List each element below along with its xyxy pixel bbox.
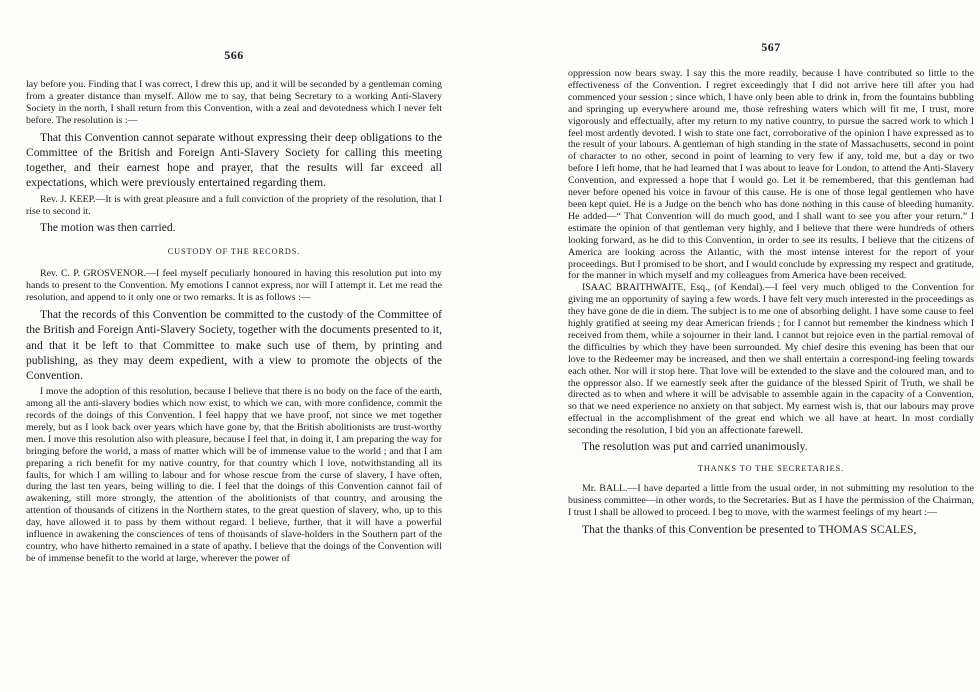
- page-number: 566: [224, 48, 244, 62]
- paragraph: Rev. C. P. GROSVENOR.—I feel myself peculiarly honoured in having this resolution put into my hands to present to the Convention. My emotions I cannot express, nor will I attempt it. Let me read the resolution, and append to it only one or two remarks. It is as follows :—: [26, 268, 442, 304]
- resolution-text: That this Convention cannot separate without expressing their deep obligations to the Committee of the British and Foreign Anti-Slavery Society for calling this meeting together, and their earnest hope and prayer, that the results will far exceed all expectations, which were previously entertained regarding them.: [26, 130, 442, 190]
- paragraph: The resolution was put and carried unanimously.: [582, 440, 808, 454]
- page-number: 567: [761, 40, 781, 54]
- paragraph: The motion was then carried.: [40, 221, 176, 235]
- paragraph: oppression now bears sway. I say this the more readily, because I have contributed so little to the effectiveness of the Convention. I regret exceedingly that I did not arrive here till after you had commenced your session ; since which, I have only been able to drink in, from the fountains bubbling and springing up everywhere around me, those refreshing waters which will fit me, I trust, more vigorously and effectually, after my return to my native country, to pursue the sacred work to which I feel most ardently devoted. I wish to state one fact, corroborative of the opinion I have expressed as to the result of your labours. A gentleman of high standing in the state of Massachusetts, second in point of character to no other, second in point of learning to very few if any, told me, but a day or two before I left home, that he had learned that I was about to leave for London, to attend the Anti-Slavery Convention, and expressed a hope that I would go. Let it be remembered, that this gentleman had never before opened his voice in favour of this cause. He is one of those legal gentlemen who have been kept quiet. He is a Judge on the bench who has done nothing in this cause of bleeding humanity. He added—“ That Convention will do much good, and I shall want to see you after your return.” I estimate the opinion of that gentleman very highly, and I believe that there were hundreds of others looking forward, as he did to this Convention, in order to see its results. I believe that the citizens of America are looking across the Atlantic, with the most intense interest for the report of your proceedings. But I promised to be short, and I would conclude by expressing my respect and gratitude, for the manner in which myself and my colleagues from America have been received.: [568, 68, 974, 282]
- resolution-text: That the thanks of this Convention be presented to THOMAS SCALES,: [582, 523, 917, 537]
- paragraph: lay before you. Finding that I was correct, I drew this up, and it will be seconded by a gentleman coming from a greater distance than myself. Allow me to say, that being Secretary to a working Anti-Slavery Society in the north, I shall return from this Convention, with a zeal and devotedness which I never felt before. The resolution is :—: [26, 79, 442, 126]
- resolution-text: That the records of this Convention be committed to the custody of the Committee of the British and Foreign Anti-Slavery Society, together with the documents presented to it, and that it be left to that Committee to make such use of them, by printing and publishing, as they may deem expedient, with a view to promote the objects of the Convention.: [26, 308, 442, 382]
- paragraph: Rev. J. KEEP.—It is with great pleasure and a full conviction of the propriety of the resolution, that I rise to second it.: [26, 194, 442, 218]
- paragraph: ISAAC BRAITHWAITE, Esq., (of Kendal).—I feel very much obliged to the Convention for giving me an opportunity of saying a few words. I have felt very much interested in the proceedings as they have gone de die in diem. The subject is to me one of absorbing delight. I have some cause to feel highly gratified at seeing my dear American friends ; for I cannot but remember the kindness which I received from them, while a sojourner in their land. I cannot but rejoice even in the partial removal of the difficulties by which they have been surrounded. My chief desire this evening has been that our love to the Redeemer may be increased, and then we shall entertain a correspond-ing feeling towards each other. Nor will it stop here. That love will be extended to the slave and the coloured man, and to the oppressor also. If we earnestly seek after the guidance of the blessed Spirit of Truth, we shall be directed as to when and where it will be advisable to assemble again in the capacity of a Convention, so that we need experience no anxiety on that subject. My earnest wish is, that our labours may prove effectual in the accomplishment of the great end which we all have at heart. In most cordially seconding the resolution, I bid you an affectionate farewell.: [568, 282, 974, 437]
- paragraph: I move the adoption of this resolution, because I believe that there is no body on the face of the earth, among all the anti-slavery bodies which now exist, to which we can, with more confidence, commit the records of the doings of this Convention. I feel happy that we have proof, not since we met together merely, but as I look back over years which have gone by, that the British abolitionists are trust-worthy men. I move this resolution also with pleasure, because I feel that, in doing it, I am preparing the way for bringing before the world, a mass of matter which will be of immense value to the world ; and that I am preparing a rich benefit for my native country, for that country which I love, notwithstanding all its faults, for which I am willing to labour and for whose rescue from the curse of slavery, I have often, during the last ten years, being willing to die. I feel that the doings of this Convention cannot fail of awakening, still more strongly, the attention of the abolitionists of that country, and arousing the attention of thousands of citizens in the Northern states, to the great question of slavery, who, up to this day, have allowed it to pass by them without regard. I believe, further, that it will have a powerful influence in awakening the consciences of tens of thousands of slave-holders in the Southern part of the country, who have hitherto remained in a state of apathy. I believe that the doings of the Convention will be of immense benefit to the world at large, wherever the power of: [26, 386, 442, 564]
- section-heading: CUSTODY OF THE RECORDS.: [167, 247, 301, 257]
- section-heading: THANKS TO THE SECRETARIES.: [697, 464, 845, 474]
- right-page: [490, 0, 980, 692]
- paragraph: Mr. BALL.—I have departed a little from the usual order, in not submitting my resolution to the business committee—in other words, to the Secretaries. But as I have the permission of the Chairman, I trust I shall be allowed to proceed. I beg to move, with the warmest feelings of my heart :—: [568, 483, 974, 519]
